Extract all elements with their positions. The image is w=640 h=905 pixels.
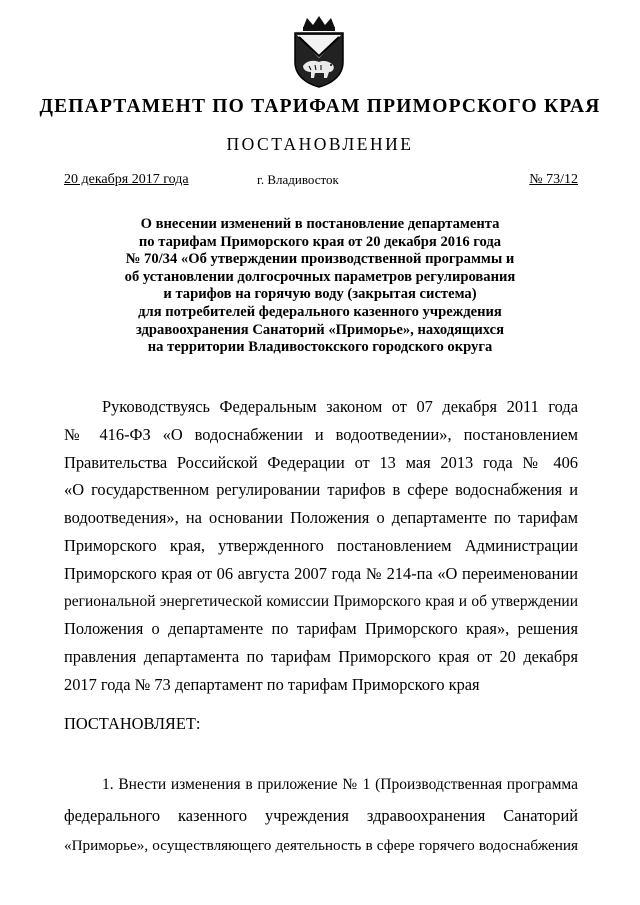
subject-line: О внесении изменений в постановление департамента xyxy=(140,216,500,232)
preamble-line: Руководствуясь Федеральным законом от 07 декабря 2011 года xyxy=(102,397,578,416)
clause-line: федерального казенного учреждения здравоохранения Санаторий xyxy=(64,805,578,825)
preamble-line: региональной энергетической комиссии Приморского края и об утверждении xyxy=(64,592,578,610)
preamble-line: 2017 года № 73 департамент по тарифам Приморского края xyxy=(64,674,480,694)
document-subject xyxy=(64,216,576,357)
subject-line: по тарифам Приморского края от 20 декабря 2016 года xyxy=(138,233,502,250)
clause-line: 1. Внести изменения в приложение № 1 (Производственная программа xyxy=(102,776,578,793)
department-title: ДЕПАРТАМЕНТ ПО ТАРИФАМ ПРИМОРСКОГО КРАЯ xyxy=(39,96,601,117)
subject-line: и тарифов на горячую воду (закрытая система) xyxy=(163,286,477,303)
subject-line: здравоохранения Санаторий «Приморье», находящихся xyxy=(135,321,505,338)
preamble-paragraph xyxy=(64,393,578,699)
clause-1 xyxy=(64,770,578,862)
coat-of-arms-icon xyxy=(289,14,349,88)
subject-line: на территории Владивостокского городского округа xyxy=(147,339,493,356)
preamble-line: правления департамента по тарифам Приморского края от 20 декабря xyxy=(64,647,578,667)
preamble-line: № 416-ФЗ «О водоснабжении и водоотведении», постановлением xyxy=(64,424,578,444)
preamble-line: Правительства Российской Федерации от 13 мая 2013 года № 406 xyxy=(64,452,578,472)
clause-line: «Приморье», осуществляющего деятельность в сфере горячего водоснабжения xyxy=(64,837,578,854)
document-number: № 73/12 xyxy=(529,172,578,187)
subject-line: № 70/34 «Об утверждении производственной программы и xyxy=(125,251,515,268)
subject-line: об установлении долгосрочных параметров регулирования xyxy=(124,268,516,285)
preamble-line: Приморского края, утвержденного постановлением Администрации xyxy=(64,535,578,555)
preamble-line: Приморского края от 06 августа 2007 года № 214-па «О переименовании xyxy=(64,563,578,583)
subject-line: для потребителей федерального казенного учреждения xyxy=(138,303,502,320)
decree-heading: ПОСТАНОВЛЯЕТ: xyxy=(64,714,201,733)
preamble-line: «О государственном регулировании тарифов в сфере водоснабжения и xyxy=(64,480,578,500)
document-type: ПОСТАНОВЛЕНИЕ xyxy=(226,134,414,154)
preamble-line: Положения о департаменте по тарифам Приморского края», решения xyxy=(64,619,578,639)
document-date: 20 декабря 2017 года xyxy=(64,172,189,187)
preamble-line: водоотведения», на основании Положения о департаменте по тарифам xyxy=(64,508,578,528)
document-city: г. Владивосток xyxy=(257,172,339,187)
